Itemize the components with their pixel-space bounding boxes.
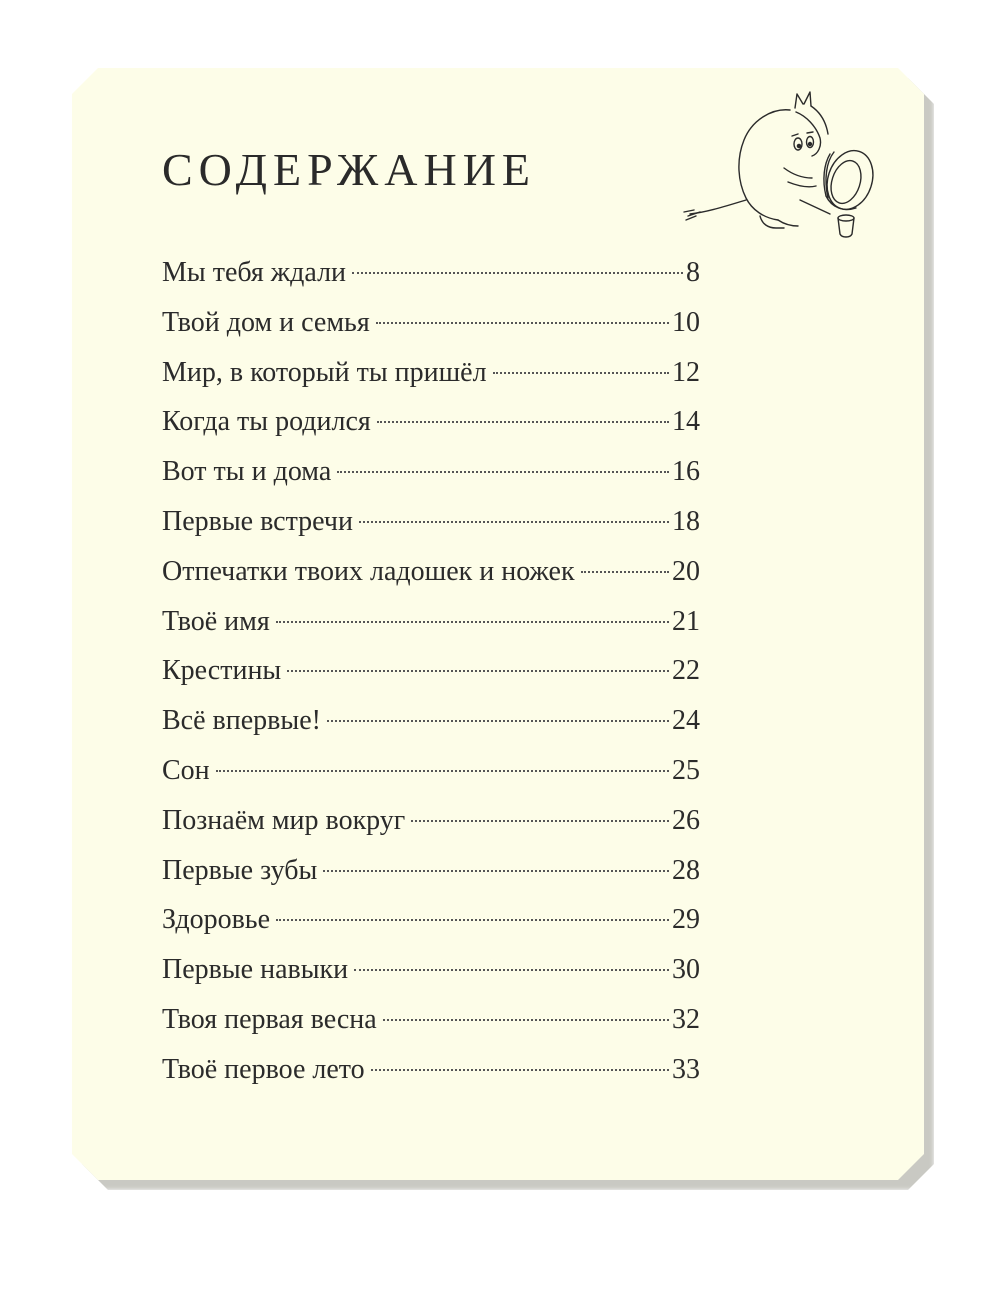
toc-entry[interactable] <box>162 397 700 447</box>
dot-leader <box>216 770 669 772</box>
toc-entry[interactable] <box>162 746 700 796</box>
toc-entry-title: Познаём мир вокруг <box>162 804 406 836</box>
dot-leader <box>383 1019 669 1021</box>
page-title: СОДЕРЖАНИЕ <box>162 144 537 195</box>
toc-entry-page: 14 <box>672 406 700 438</box>
toc-entry[interactable] <box>162 995 700 1045</box>
toc-entry-title: Первые навыки <box>162 954 349 986</box>
toc-entry[interactable] <box>162 796 700 846</box>
toc-entry-page: 32 <box>672 1003 700 1035</box>
toc-entry-title: Твоя первая весна <box>162 1003 377 1035</box>
moomin-drum-illustration <box>680 82 880 242</box>
dot-leader <box>411 820 669 822</box>
toc-entry-title: Мир, в который ты пришёл <box>162 356 487 388</box>
table-of-contents <box>162 248 700 1095</box>
dot-leader <box>276 919 669 921</box>
dot-leader <box>354 969 669 971</box>
toc-entry-page: 26 <box>672 804 700 836</box>
toc-entry[interactable] <box>162 248 700 298</box>
toc-entry-title: Вот ты и дома <box>162 456 332 488</box>
toc-entry[interactable] <box>162 1045 700 1095</box>
toc-entry-page: 10 <box>672 306 700 338</box>
toc-entry-page: 20 <box>672 555 700 587</box>
dot-leader <box>287 670 669 672</box>
toc-entry[interactable] <box>162 696 700 746</box>
toc-entry[interactable] <box>162 895 700 945</box>
dot-leader <box>376 322 669 324</box>
toc-entry-page: 30 <box>672 954 700 986</box>
toc-entry-title: Сон <box>162 754 210 786</box>
dot-leader <box>581 571 669 573</box>
toc-entry[interactable] <box>162 646 700 696</box>
toc-entry-page: 24 <box>672 705 700 737</box>
toc-entry-title: Отпечатки твоих ладошек и ножек <box>162 555 575 587</box>
toc-entry-title: Твоё имя <box>162 605 270 637</box>
dot-leader <box>352 272 683 274</box>
dot-leader <box>377 421 669 423</box>
toc-entry-page: 33 <box>672 1053 700 1085</box>
toc-entry-title: Мы тебя ждали <box>162 257 347 288</box>
dot-leader <box>323 870 669 872</box>
toc-entry-page: 28 <box>672 854 700 886</box>
toc-entry-page: 18 <box>672 505 700 537</box>
toc-entry[interactable] <box>162 497 700 547</box>
toc-entry-title: Первые зубы <box>162 854 318 886</box>
toc-entry[interactable] <box>162 597 700 647</box>
toc-entry[interactable] <box>162 298 700 348</box>
toc-entry[interactable] <box>162 547 700 597</box>
toc-entry[interactable] <box>162 348 700 398</box>
dot-leader <box>359 521 669 523</box>
toc-entry-page: 16 <box>672 456 700 488</box>
toc-entry-title: Всё впервые! <box>162 705 321 737</box>
dot-leader <box>337 471 669 473</box>
toc-entry-title: Твоё первое лето <box>162 1053 365 1085</box>
toc-entry-title: Крестины <box>162 655 282 687</box>
toc-entry-page: 29 <box>672 904 700 936</box>
dot-leader <box>493 372 669 374</box>
toc-entry-title: Здоровье <box>162 904 270 936</box>
toc-entry[interactable] <box>162 447 700 497</box>
toc-entry-title: Первые встречи <box>162 505 353 537</box>
toc-entry-title: Когда ты родился <box>162 406 371 438</box>
toc-entry-page: 25 <box>672 754 700 786</box>
dot-leader <box>276 621 669 623</box>
toc-entry-page: 8 <box>686 257 700 288</box>
toc-entry-page: 12 <box>672 356 700 388</box>
dot-leader <box>327 720 669 722</box>
toc-entry-page: 22 <box>672 655 700 687</box>
toc-entry[interactable] <box>162 846 700 896</box>
toc-entry-page: 21 <box>672 605 700 637</box>
dot-leader <box>371 1069 669 1071</box>
toc-entry[interactable] <box>162 945 700 995</box>
toc-entry-title: Твой дом и семья <box>162 306 370 338</box>
